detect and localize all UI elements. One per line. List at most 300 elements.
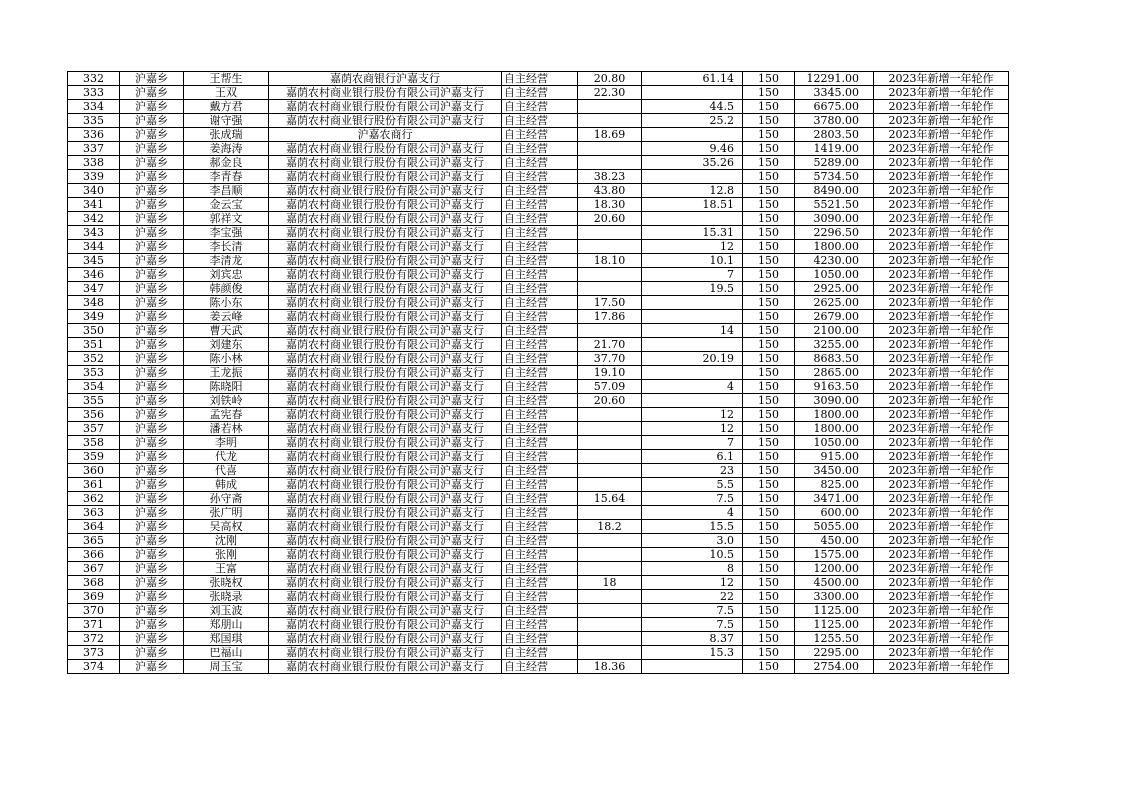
bank-cell: 嘉荫农村商业银行股份有限公司沪嘉支行 — [269, 380, 502, 394]
farmer-name-cell: 金云宝 — [184, 198, 269, 212]
table-row — [68, 212, 1009, 226]
subsidy-rate-cell: 150 — [743, 450, 795, 464]
row-number-cell: 348 — [68, 296, 120, 310]
table-row — [68, 296, 1009, 310]
note-cell: 2023年新增一年轮作 — [874, 394, 1009, 408]
row-number-cell: 352 — [68, 352, 120, 366]
township-cell: 沪嘉乡 — [120, 310, 184, 324]
subsidy-rate-cell: 150 — [743, 296, 795, 310]
note-cell: 2023年新增一年轮作 — [874, 562, 1009, 576]
subsidy-rate-cell: 150 — [743, 72, 795, 86]
operation-type-cell: 自主经营 — [502, 660, 578, 674]
farmer-name-cell: 郭祥文 — [184, 212, 269, 226]
bank-cell: 嘉荫农村商业银行股份有限公司沪嘉支行 — [269, 100, 502, 114]
note-cell: 2023年新增一年轮作 — [874, 254, 1009, 268]
subsidy-amount-cell: 4500.00 — [795, 576, 874, 590]
township-cell: 沪嘉乡 — [120, 226, 184, 240]
bank-cell: 沪嘉农商行 — [269, 128, 502, 142]
table-row — [68, 100, 1009, 114]
township-cell: 沪嘉乡 — [120, 240, 184, 254]
operation-type-cell: 自主经营 — [502, 520, 578, 534]
bank-cell: 嘉荫农村商业银行股份有限公司沪嘉支行 — [269, 268, 502, 282]
note-cell: 2023年新增一年轮作 — [874, 86, 1009, 100]
subsidy-rate-cell: 150 — [743, 408, 795, 422]
operation-type-cell: 自主经营 — [502, 478, 578, 492]
table-row — [68, 198, 1009, 212]
operation-type-cell: 自主经营 — [502, 324, 578, 338]
note-cell: 2023年新增一年轮作 — [874, 282, 1009, 296]
bank-cell: 嘉荫农村商业银行股份有限公司沪嘉支行 — [269, 366, 502, 380]
operation-type-cell: 自主经营 — [502, 380, 578, 394]
row-number-cell: 336 — [68, 128, 120, 142]
table-row — [68, 422, 1009, 436]
bank-cell: 嘉荫农村商业银行股份有限公司沪嘉支行 — [269, 114, 502, 128]
note-cell: 2023年新增一年轮作 — [874, 548, 1009, 562]
subsidy-amount-cell: 1800.00 — [795, 422, 874, 436]
table-row — [68, 142, 1009, 156]
area-b-cell: 19.5 — [642, 282, 743, 296]
area-b-cell: 10.1 — [642, 254, 743, 268]
area-b-cell — [642, 86, 743, 100]
bank-cell: 嘉荫农村商业银行股份有限公司沪嘉支行 — [269, 604, 502, 618]
farmer-name-cell: 李长清 — [184, 240, 269, 254]
row-number-cell: 351 — [68, 338, 120, 352]
bank-cell: 嘉荫农村商业银行股份有限公司沪嘉支行 — [269, 324, 502, 338]
operation-type-cell: 自主经营 — [502, 128, 578, 142]
subsidy-amount-cell: 3345.00 — [795, 86, 874, 100]
table-row — [68, 548, 1009, 562]
bank-cell: 嘉荫农村商业银行股份有限公司沪嘉支行 — [269, 240, 502, 254]
operation-type-cell: 自主经营 — [502, 338, 578, 352]
area-a-cell: 18.30 — [578, 198, 642, 212]
note-cell: 2023年新增一年轮作 — [874, 646, 1009, 660]
township-cell: 沪嘉乡 — [120, 562, 184, 576]
table-row — [68, 436, 1009, 450]
area-b-cell: 7.5 — [642, 492, 743, 506]
note-cell: 2023年新增一年轮作 — [874, 226, 1009, 240]
subsidy-rate-cell: 150 — [743, 562, 795, 576]
farmer-name-cell: 李清龙 — [184, 254, 269, 268]
area-a-cell — [578, 548, 642, 562]
note-cell: 2023年新增一年轮作 — [874, 142, 1009, 156]
row-number-cell: 334 — [68, 100, 120, 114]
farmer-name-cell: 沈刚 — [184, 534, 269, 548]
operation-type-cell: 自主经营 — [502, 184, 578, 198]
area-a-cell — [578, 464, 642, 478]
row-number-cell: 337 — [68, 142, 120, 156]
area-a-cell — [578, 324, 642, 338]
farmer-name-cell: 李宝强 — [184, 226, 269, 240]
subsidy-rate-cell: 150 — [743, 86, 795, 100]
bank-cell: 嘉荫农村商业银行股份有限公司沪嘉支行 — [269, 296, 502, 310]
note-cell: 2023年新增一年轮作 — [874, 100, 1009, 114]
subsidy-amount-cell: 5734.50 — [795, 170, 874, 184]
note-cell: 2023年新增一年轮作 — [874, 156, 1009, 170]
table-row — [68, 310, 1009, 324]
bank-cell: 嘉荫农村商业银行股份有限公司沪嘉支行 — [269, 590, 502, 604]
operation-type-cell: 自主经营 — [502, 282, 578, 296]
area-a-cell — [578, 450, 642, 464]
row-number-cell: 362 — [68, 492, 120, 506]
farmer-name-cell: 王帮生 — [184, 72, 269, 86]
row-number-cell: 354 — [68, 380, 120, 394]
area-b-cell: 25.2 — [642, 114, 743, 128]
table-row — [68, 646, 1009, 660]
table-row — [68, 618, 1009, 632]
note-cell: 2023年新增一年轮作 — [874, 478, 1009, 492]
area-a-cell — [578, 534, 642, 548]
note-cell: 2023年新增一年轮作 — [874, 618, 1009, 632]
note-cell: 2023年新增一年轮作 — [874, 436, 1009, 450]
farmer-name-cell: 王双 — [184, 86, 269, 100]
farmer-name-cell: 郑国琪 — [184, 632, 269, 646]
subsidy-amount-cell: 4230.00 — [795, 254, 874, 268]
area-b-cell: 3.0 — [642, 534, 743, 548]
subsidy-amount-cell: 3471.00 — [795, 492, 874, 506]
area-b-cell — [642, 212, 743, 226]
farmer-name-cell: 韩成 — [184, 478, 269, 492]
farmer-name-cell: 姜云峰 — [184, 310, 269, 324]
bank-cell: 嘉荫农村商业银行股份有限公司沪嘉支行 — [269, 646, 502, 660]
area-a-cell: 22.30 — [578, 86, 642, 100]
township-cell: 沪嘉乡 — [120, 436, 184, 450]
farmer-name-cell: 张刚 — [184, 548, 269, 562]
township-cell: 沪嘉乡 — [120, 198, 184, 212]
area-b-cell: 12 — [642, 422, 743, 436]
row-number-cell: 344 — [68, 240, 120, 254]
area-b-cell: 10.5 — [642, 548, 743, 562]
township-cell: 沪嘉乡 — [120, 478, 184, 492]
area-a-cell: 18.2 — [578, 520, 642, 534]
row-number-cell: 339 — [68, 170, 120, 184]
farmer-name-cell: 张成瑞 — [184, 128, 269, 142]
township-cell: 沪嘉乡 — [120, 590, 184, 604]
subsidy-amount-cell: 3300.00 — [795, 590, 874, 604]
area-b-cell — [642, 128, 743, 142]
area-a-cell: 18.10 — [578, 254, 642, 268]
note-cell: 2023年新增一年轮作 — [874, 590, 1009, 604]
note-cell: 2023年新增一年轮作 — [874, 604, 1009, 618]
row-number-cell: 370 — [68, 604, 120, 618]
table-row — [68, 338, 1009, 352]
operation-type-cell: 自主经营 — [502, 618, 578, 632]
row-number-cell: 361 — [68, 478, 120, 492]
operation-type-cell: 自主经营 — [502, 604, 578, 618]
township-cell: 沪嘉乡 — [120, 660, 184, 674]
note-cell: 2023年新增一年轮作 — [874, 464, 1009, 478]
area-a-cell — [578, 506, 642, 520]
table-row — [68, 534, 1009, 548]
operation-type-cell: 自主经营 — [502, 492, 578, 506]
bank-cell: 嘉荫农村商业银行股份有限公司沪嘉支行 — [269, 506, 502, 520]
area-b-cell: 15.31 — [642, 226, 743, 240]
note-cell: 2023年新增一年轮作 — [874, 170, 1009, 184]
subsidy-amount-cell: 2625.00 — [795, 296, 874, 310]
township-cell: 沪嘉乡 — [120, 296, 184, 310]
area-b-cell: 8 — [642, 562, 743, 576]
farmer-name-cell: 周玉宝 — [184, 660, 269, 674]
area-b-cell: 7 — [642, 268, 743, 282]
operation-type-cell: 自主经营 — [502, 86, 578, 100]
township-cell: 沪嘉乡 — [120, 450, 184, 464]
area-b-cell: 18.51 — [642, 198, 743, 212]
table-row — [68, 114, 1009, 128]
township-cell: 沪嘉乡 — [120, 338, 184, 352]
farmer-name-cell: 刘宾忠 — [184, 268, 269, 282]
area-a-cell — [578, 562, 642, 576]
operation-type-cell: 自主经营 — [502, 226, 578, 240]
operation-type-cell: 自主经营 — [502, 632, 578, 646]
bank-cell: 嘉荫农村商业银行股份有限公司沪嘉支行 — [269, 282, 502, 296]
table-row — [68, 156, 1009, 170]
table-row — [68, 366, 1009, 380]
area-b-cell — [642, 296, 743, 310]
area-a-cell: 17.50 — [578, 296, 642, 310]
bank-cell: 嘉荫农村商业银行股份有限公司沪嘉支行 — [269, 212, 502, 226]
subsidy-rate-cell: 150 — [743, 534, 795, 548]
bank-cell: 嘉荫农村商业银行股份有限公司沪嘉支行 — [269, 548, 502, 562]
operation-type-cell: 自主经营 — [502, 296, 578, 310]
farmer-name-cell: 代龙 — [184, 450, 269, 464]
township-cell: 沪嘉乡 — [120, 352, 184, 366]
table-row — [68, 86, 1009, 100]
subsidy-rate-cell: 150 — [743, 338, 795, 352]
note-cell: 2023年新增一年轮作 — [874, 212, 1009, 226]
bank-cell: 嘉荫农村商业银行股份有限公司沪嘉支行 — [269, 618, 502, 632]
subsidy-amount-cell: 1125.00 — [795, 618, 874, 632]
operation-type-cell: 自主经营 — [502, 366, 578, 380]
table-row — [68, 590, 1009, 604]
township-cell: 沪嘉乡 — [120, 366, 184, 380]
area-b-cell: 7 — [642, 436, 743, 450]
table-row — [68, 576, 1009, 590]
note-cell: 2023年新增一年轮作 — [874, 324, 1009, 338]
bank-cell: 嘉荫农村商业银行股份有限公司沪嘉支行 — [269, 464, 502, 478]
area-a-cell: 43.80 — [578, 184, 642, 198]
area-a-cell — [578, 142, 642, 156]
bank-cell: 嘉荫农村商业银行股份有限公司沪嘉支行 — [269, 492, 502, 506]
township-cell: 沪嘉乡 — [120, 282, 184, 296]
row-number-cell: 356 — [68, 408, 120, 422]
area-a-cell: 21.70 — [578, 338, 642, 352]
table-row — [68, 268, 1009, 282]
township-cell: 沪嘉乡 — [120, 86, 184, 100]
area-b-cell — [642, 338, 743, 352]
operation-type-cell: 自主经营 — [502, 310, 578, 324]
subsidy-rate-cell: 150 — [743, 646, 795, 660]
subsidy-rate-cell: 150 — [743, 576, 795, 590]
bank-cell: 嘉荫农村商业银行股份有限公司沪嘉支行 — [269, 142, 502, 156]
farmer-name-cell: 韩颜俊 — [184, 282, 269, 296]
area-a-cell: 20.60 — [578, 212, 642, 226]
note-cell: 2023年新增一年轮作 — [874, 296, 1009, 310]
operation-type-cell: 自主经营 — [502, 156, 578, 170]
subsidy-rate-cell: 150 — [743, 184, 795, 198]
bank-cell: 嘉荫农村商业银行股份有限公司沪嘉支行 — [269, 450, 502, 464]
area-a-cell — [578, 478, 642, 492]
area-b-cell: 44.5 — [642, 100, 743, 114]
subsidy-amount-cell: 8490.00 — [795, 184, 874, 198]
row-number-cell: 332 — [68, 72, 120, 86]
township-cell: 沪嘉乡 — [120, 380, 184, 394]
subsidy-rate-cell: 150 — [743, 198, 795, 212]
operation-type-cell: 自主经营 — [502, 352, 578, 366]
farmer-name-cell: 潘若林 — [184, 422, 269, 436]
note-cell: 2023年新增一年轮作 — [874, 632, 1009, 646]
township-cell: 沪嘉乡 — [120, 534, 184, 548]
farmer-name-cell: 郑朋山 — [184, 618, 269, 632]
table-row — [68, 72, 1009, 86]
area-a-cell: 20.60 — [578, 394, 642, 408]
note-cell: 2023年新增一年轮作 — [874, 72, 1009, 86]
row-number-cell: 357 — [68, 422, 120, 436]
subsidy-rate-cell: 150 — [743, 632, 795, 646]
farmer-name-cell: 孙守斋 — [184, 492, 269, 506]
table-row — [68, 380, 1009, 394]
area-b-cell: 6.1 — [642, 450, 743, 464]
subsidy-amount-cell: 2100.00 — [795, 324, 874, 338]
operation-type-cell: 自主经营 — [502, 408, 578, 422]
subsidy-amount-cell: 825.00 — [795, 478, 874, 492]
township-cell: 沪嘉乡 — [120, 114, 184, 128]
operation-type-cell: 自主经营 — [502, 394, 578, 408]
area-b-cell: 23 — [642, 464, 743, 478]
subsidy-amount-cell: 6675.00 — [795, 100, 874, 114]
subsidy-amount-cell: 2679.00 — [795, 310, 874, 324]
bank-cell: 嘉荫农村商业银行股份有限公司沪嘉支行 — [269, 310, 502, 324]
area-a-cell — [578, 604, 642, 618]
farmer-name-cell: 孟宪春 — [184, 408, 269, 422]
table-row — [68, 324, 1009, 338]
township-cell: 沪嘉乡 — [120, 464, 184, 478]
operation-type-cell: 自主经营 — [502, 562, 578, 576]
subsidy-rate-cell: 150 — [743, 422, 795, 436]
subsidy-amount-cell: 3255.00 — [795, 338, 874, 352]
farmer-name-cell: 张晓权 — [184, 576, 269, 590]
township-cell: 沪嘉乡 — [120, 618, 184, 632]
farmer-name-cell: 吴高权 — [184, 520, 269, 534]
area-b-cell: 14 — [642, 324, 743, 338]
area-a-cell — [578, 226, 642, 240]
table-row — [68, 450, 1009, 464]
area-b-cell: 5.5 — [642, 478, 743, 492]
operation-type-cell: 自主经营 — [502, 100, 578, 114]
subsidy-amount-cell: 5521.50 — [795, 198, 874, 212]
subsidy-amount-cell: 2295.00 — [795, 646, 874, 660]
bank-cell: 嘉荫农村商业银行股份有限公司沪嘉支行 — [269, 534, 502, 548]
subsidy-amount-cell: 5289.00 — [795, 156, 874, 170]
note-cell: 2023年新增一年轮作 — [874, 184, 1009, 198]
operation-type-cell: 自主经营 — [502, 240, 578, 254]
operation-type-cell: 自主经营 — [502, 576, 578, 590]
table-row — [68, 352, 1009, 366]
farmer-name-cell: 郝金良 — [184, 156, 269, 170]
area-a-cell — [578, 632, 642, 646]
area-b-cell: 12 — [642, 408, 743, 422]
row-number-cell: 367 — [68, 562, 120, 576]
subsidy-amount-cell: 3450.00 — [795, 464, 874, 478]
table-row — [68, 226, 1009, 240]
subsidy-amount-cell: 3090.00 — [795, 394, 874, 408]
area-b-cell — [642, 660, 743, 674]
area-b-cell — [642, 310, 743, 324]
note-cell: 2023年新增一年轮作 — [874, 128, 1009, 142]
row-number-cell: 347 — [68, 282, 120, 296]
area-b-cell: 12.8 — [642, 184, 743, 198]
bank-cell: 嘉荫农村商业银行股份有限公司沪嘉支行 — [269, 562, 502, 576]
area-a-cell — [578, 618, 642, 632]
area-b-cell — [642, 394, 743, 408]
table-row — [68, 604, 1009, 618]
area-b-cell: 15.5 — [642, 520, 743, 534]
subsidy-amount-cell: 12291.00 — [795, 72, 874, 86]
subsidy-amount-cell: 600.00 — [795, 506, 874, 520]
row-number-cell: 369 — [68, 590, 120, 604]
area-b-cell: 7.5 — [642, 618, 743, 632]
operation-type-cell: 自主经营 — [502, 212, 578, 226]
bank-cell: 嘉荫农村商业银行股份有限公司沪嘉支行 — [269, 184, 502, 198]
farmer-name-cell: 李明 — [184, 436, 269, 450]
row-number-cell: 333 — [68, 86, 120, 100]
note-cell: 2023年新增一年轮作 — [874, 366, 1009, 380]
operation-type-cell: 自主经营 — [502, 254, 578, 268]
operation-type-cell: 自主经营 — [502, 464, 578, 478]
area-a-cell — [578, 268, 642, 282]
note-cell: 2023年新增一年轮作 — [874, 240, 1009, 254]
subsidy-rate-cell: 150 — [743, 254, 795, 268]
table-row — [68, 520, 1009, 534]
subsidy-rate-cell: 150 — [743, 240, 795, 254]
subsidy-amount-cell: 1575.00 — [795, 548, 874, 562]
subsidy-rate-cell: 150 — [743, 520, 795, 534]
subsidy-amount-cell: 1800.00 — [795, 408, 874, 422]
bank-cell: 嘉荫农村商业银行股份有限公司沪嘉支行 — [269, 156, 502, 170]
subsidy-rate-cell: 150 — [743, 170, 795, 184]
row-number-cell: 358 — [68, 436, 120, 450]
subsidy-rate-cell: 150 — [743, 268, 795, 282]
subsidy-table — [67, 71, 1009, 674]
operation-type-cell: 自主经营 — [502, 72, 578, 86]
table-row — [68, 562, 1009, 576]
table-row — [68, 408, 1009, 422]
farmer-name-cell: 姜海涛 — [184, 142, 269, 156]
area-a-cell — [578, 282, 642, 296]
table-row — [68, 506, 1009, 520]
area-b-cell: 22 — [642, 590, 743, 604]
area-a-cell — [578, 590, 642, 604]
farmer-name-cell: 陈晓阳 — [184, 380, 269, 394]
bank-cell: 嘉荫农村商业银行股份有限公司沪嘉支行 — [269, 86, 502, 100]
table-row — [68, 254, 1009, 268]
area-a-cell — [578, 240, 642, 254]
table-row — [68, 478, 1009, 492]
table-row — [68, 492, 1009, 506]
area-a-cell — [578, 436, 642, 450]
row-number-cell: 372 — [68, 632, 120, 646]
row-number-cell: 374 — [68, 660, 120, 674]
area-b-cell: 4 — [642, 506, 743, 520]
subsidy-amount-cell: 3090.00 — [795, 212, 874, 226]
row-number-cell: 371 — [68, 618, 120, 632]
row-number-cell: 342 — [68, 212, 120, 226]
operation-type-cell: 自主经营 — [502, 268, 578, 282]
operation-type-cell: 自主经营 — [502, 646, 578, 660]
note-cell: 2023年新增一年轮作 — [874, 338, 1009, 352]
area-b-cell: 4 — [642, 380, 743, 394]
row-number-cell: 363 — [68, 506, 120, 520]
farmer-name-cell: 刘玉波 — [184, 604, 269, 618]
note-cell: 2023年新增一年轮作 — [874, 534, 1009, 548]
